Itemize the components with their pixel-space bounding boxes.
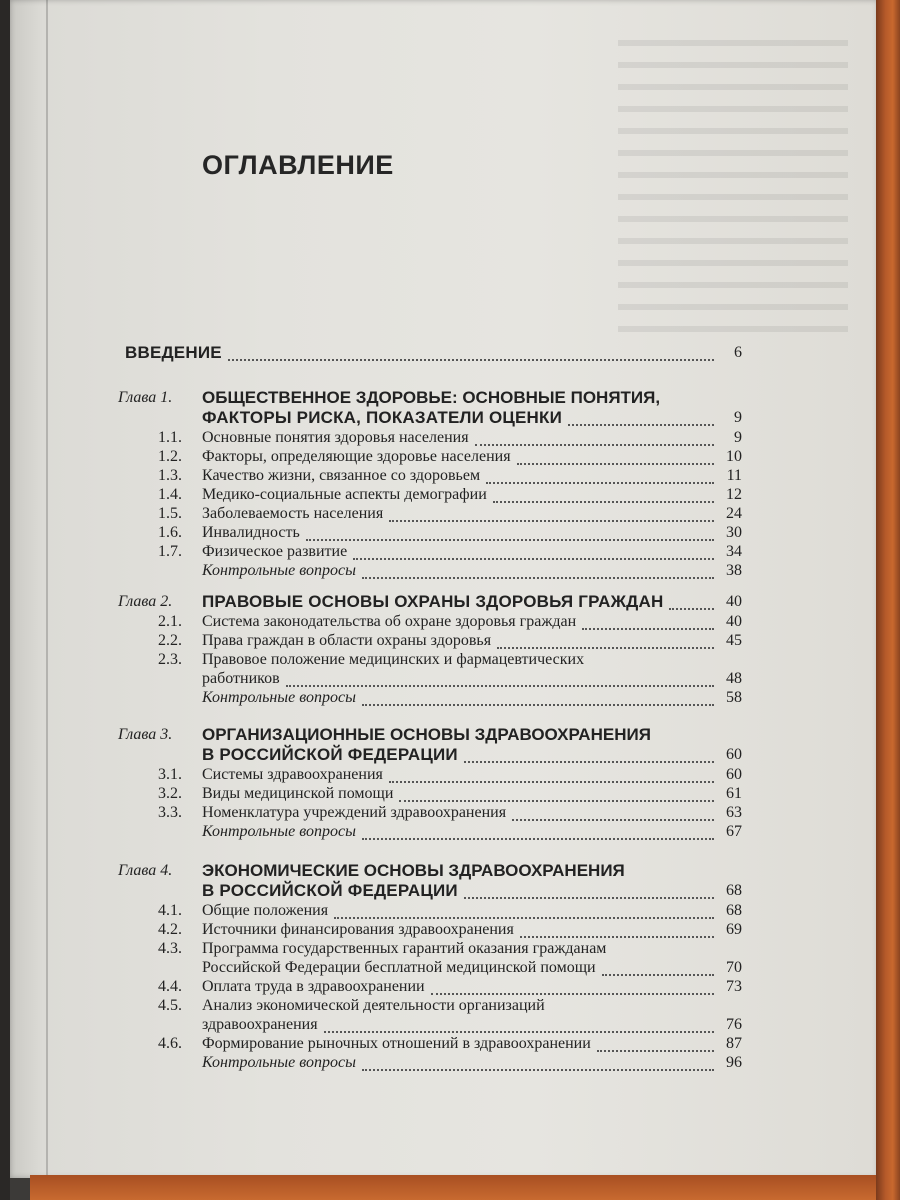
leader-dots: [568, 410, 714, 426]
leader-dots: [306, 525, 714, 541]
section-title: Системы здравоохранения: [202, 766, 383, 783]
section-title: Источники финансирования здравоохранения: [202, 921, 514, 938]
page-number: 87: [726, 1035, 742, 1052]
page-number: 76: [726, 1016, 742, 1033]
section-number: 3.3.: [158, 804, 182, 821]
chapter-label: Глава 1.: [118, 389, 173, 406]
page-number: 12: [726, 486, 742, 503]
leader-dots: [475, 430, 714, 446]
page-number: 48: [726, 670, 742, 687]
page-number: 9: [734, 409, 742, 426]
page-number: 96: [726, 1054, 742, 1071]
leader-dots: [486, 468, 714, 484]
section-number: 1.3.: [158, 467, 182, 484]
section-number: 1.7.: [158, 543, 182, 560]
page-number: 63: [726, 804, 742, 821]
chapter-title: ПРАВОВЫЕ ОСНОВЫ ОХРАНЫ ЗДОРОВЬЯ ГРАЖДАН: [202, 592, 664, 611]
section-title: Анализ экономической деятельности организаций: [202, 997, 545, 1014]
page-number: 10: [726, 448, 742, 465]
section-number: 1.2.: [158, 448, 182, 465]
chapter-title: В РОССИЙСКОЙ ФЕДЕРАЦИИ: [202, 881, 458, 900]
section-number: 4.6.: [158, 1035, 182, 1052]
section-number: 3.1.: [158, 766, 182, 783]
section-title: Качество жизни, связанное со здоровьем: [202, 467, 481, 484]
section-title: Программа государственных гарантий оказания гражданам: [202, 940, 607, 957]
section-number: 3.2.: [158, 785, 182, 802]
leader-dots: [669, 594, 714, 610]
control-questions: Контрольные вопросы: [202, 1054, 356, 1071]
section-number: 1.5.: [158, 505, 182, 522]
leader-dots: [517, 449, 714, 465]
page-number: 60: [726, 766, 742, 783]
section-title: Российской Федерации бесплатной медицинской помощи: [202, 959, 596, 976]
leader-dots: [602, 960, 714, 976]
section-number: 4.1.: [158, 902, 182, 919]
chapter-title: ОБЩЕСТВЕННОЕ ЗДОРОВЬЕ: ОСНОВНЫЕ ПОНЯТИЯ,: [202, 388, 661, 407]
intro-title: ВВЕДЕНИЕ: [125, 343, 222, 362]
leader-dots: [497, 633, 714, 649]
page-number: 67: [726, 823, 742, 840]
chapter-label: Глава 2.: [118, 593, 173, 610]
leader-dots: [582, 614, 714, 630]
leader-dots: [520, 922, 714, 938]
section-title: Медико-социальные аспекты демографии: [202, 486, 487, 503]
page-number: 40: [726, 613, 742, 630]
page-number: 6: [734, 344, 742, 361]
section-number: 1.1.: [158, 429, 182, 446]
leader-dots: [362, 690, 714, 706]
section-title: Правовое положение медицинских и фармацевтических: [202, 651, 585, 668]
section-title: Формирование рыночных отношений в здравоохранении: [202, 1035, 591, 1052]
section-number: 1.6.: [158, 524, 182, 541]
page-number: 45: [726, 632, 742, 649]
leader-dots: [362, 824, 714, 840]
leader-dots: [334, 903, 714, 919]
chapter-label: Глава 4.: [118, 862, 173, 879]
page-title: ОГЛАВЛЕНИЕ: [202, 150, 394, 180]
chapter-title: В РОССИЙСКОЙ ФЕДЕРАЦИИ: [202, 745, 458, 764]
leader-dots: [228, 345, 714, 361]
page-number: 68: [726, 902, 742, 919]
leader-dots: [389, 506, 714, 522]
leader-dots: [362, 563, 714, 579]
page-number: 9: [734, 429, 742, 446]
section-title: Заболеваемость населения: [202, 505, 384, 522]
section-number: 2.1.: [158, 613, 182, 630]
control-questions: Контрольные вопросы: [202, 689, 356, 706]
leader-dots: [464, 747, 714, 763]
section-title: Основные понятия здоровья населения: [202, 429, 469, 446]
section-number: 2.3.: [158, 651, 182, 668]
chapter-title: ЭКОНОМИЧЕСКИЕ ОСНОВЫ ЗДРАВООХРАНЕНИЯ: [202, 861, 625, 880]
leader-dots: [286, 671, 714, 687]
section-number: 4.5.: [158, 997, 182, 1014]
section-number: 2.2.: [158, 632, 182, 649]
leader-dots: [389, 767, 714, 783]
control-questions: Контрольные вопросы: [202, 562, 356, 579]
page-number: 58: [726, 689, 742, 706]
section-number: 4.3.: [158, 940, 182, 957]
page-number: 60: [726, 746, 742, 763]
chapter-title: ОРГАНИЗАЦИОННЫЕ ОСНОВЫ ЗДРАВООХРАНЕНИЯ: [202, 725, 651, 744]
section-title: работников: [202, 670, 280, 687]
leader-dots: [431, 979, 714, 995]
page-number: 73: [726, 978, 742, 995]
leader-dots: [353, 544, 714, 560]
page-number: 70: [726, 959, 742, 976]
section-title: Права граждан в области охраны здоровья: [202, 632, 492, 649]
leader-dots: [362, 1055, 714, 1071]
page-number: 69: [726, 921, 742, 938]
chapter-label: Глава 3.: [118, 726, 173, 743]
leader-dots: [597, 1036, 714, 1052]
section-title: Оплата труда в здравоохранении: [202, 978, 425, 995]
section-number: 1.4.: [158, 486, 182, 503]
section-number: 4.4.: [158, 978, 182, 995]
chapter-title: ФАКТОРЫ РИСКА, ПОКАЗАТЕЛИ ОЦЕНКИ: [202, 408, 563, 427]
section-title: Инвалидность: [202, 524, 300, 541]
leader-dots: [399, 786, 714, 802]
leader-dots: [512, 805, 714, 821]
section-number: 4.2.: [158, 921, 182, 938]
section-title: Номенклатура учреждений здравоохранения: [202, 804, 507, 821]
leader-dots: [493, 487, 714, 503]
page-number: 68: [726, 882, 742, 899]
section-title: Физическое развитие: [202, 543, 348, 560]
page-number: 34: [726, 543, 742, 560]
page-number: 30: [726, 524, 742, 541]
page-number: 61: [726, 785, 742, 802]
page-number: 40: [726, 593, 742, 610]
leader-dots: [464, 883, 714, 899]
page-number: 24: [726, 505, 742, 522]
section-title: Общие положения: [202, 902, 329, 919]
leader-dots: [324, 1017, 714, 1033]
section-title: Факторы, определяющие здоровье населения: [202, 448, 511, 465]
page-number: 11: [726, 467, 742, 484]
control-questions: Контрольные вопросы: [202, 823, 356, 840]
section-title: Виды медицинской помощи: [202, 785, 394, 802]
section-title: Система законодательства об охране здоровья граждан: [202, 613, 577, 630]
page-number: 38: [726, 562, 742, 579]
section-title: здравоохранения: [202, 1016, 318, 1033]
